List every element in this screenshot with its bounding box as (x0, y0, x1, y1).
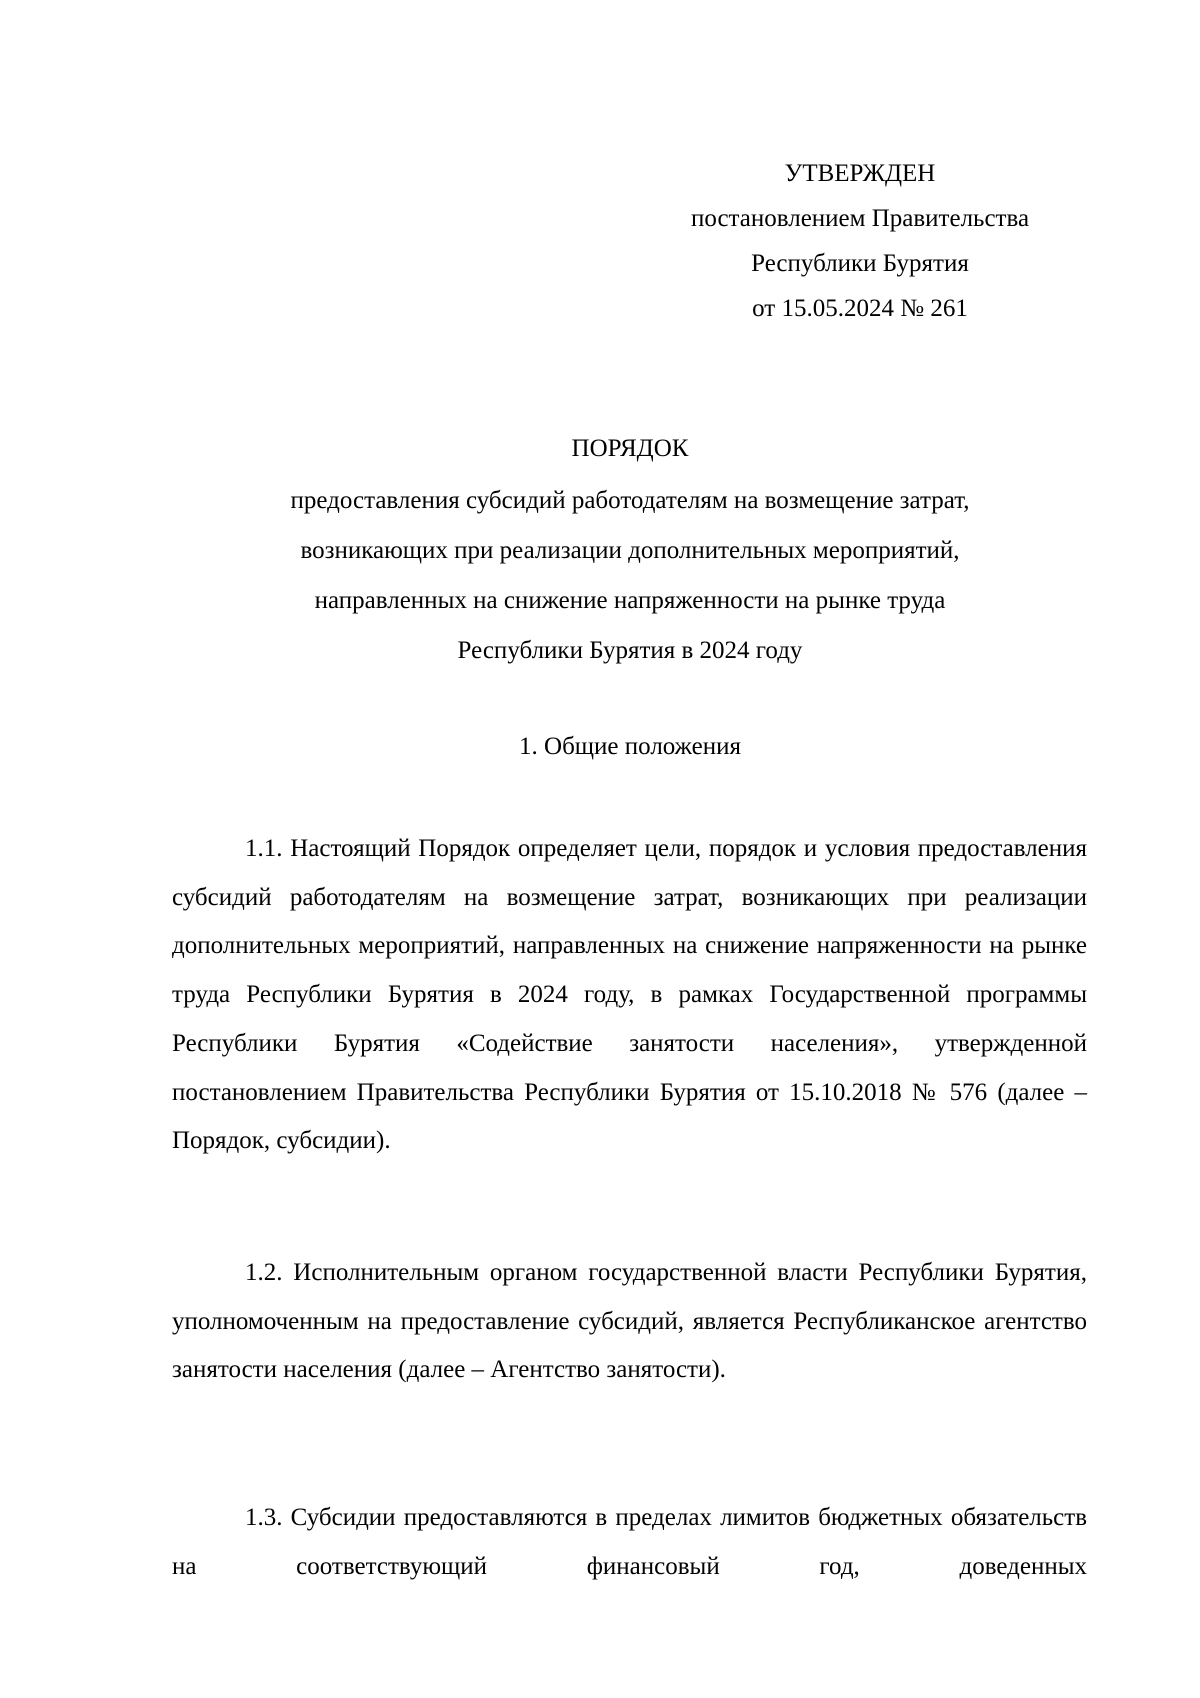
subtitle-line: возникающих при реализации дополнительных мероприятий, (300, 537, 960, 564)
document-subtitle (170, 476, 1090, 676)
subtitle-line: направленных на снижение напряженности на рынке труда (314, 587, 946, 614)
approval-region: Республики Бурятия (751, 250, 969, 277)
subtitle-line: предоставления субсидий работодателям на возмещение затрат, (290, 487, 970, 514)
paragraph-1-1: 1.1. Настоящий Порядок определяет цели, порядок и условия предоставления субсидий работодателям на возмещение затрат, возникающих при реализации дополнительных мероприятий, направленных на снижение напряженности на рынке труда Республики Бурятия в 2024 году, в рамках Государственной программы Республики Бурятия «Содействие занятости населения», утвержденной постановлением Правительства Республики Бурятия от 15.10.2018 № 576 (далее – Порядок, субсидии). (172, 835, 1087, 1155)
section-heading: 1. Общие положения (519, 733, 741, 760)
approval-authority: постановлением Правительства (690, 205, 1030, 232)
document-title: ПОРЯДОК (571, 435, 689, 462)
approval-status: УТВЕРЖДЕН (784, 160, 936, 187)
approval-date-number: от 15.05.2024 № 261 (752, 295, 968, 322)
paragraph-1-3: 1.3. Субсидии предоставляются в пределах лимитов бюджетных обязательств на соответствующий финансовый год, доведенных (172, 1504, 1087, 1580)
paragraph-1-2: 1.2. Исполнительным органом государственной власти Республики Бурятия, уполномоченным на предоставление субсидий, является Республиканское агентство занятости населения (далее – Агентство занятости). (172, 1259, 1087, 1384)
subtitle-line: Республики Бурятия в 2024 году (457, 637, 803, 664)
approval-stamp-block (650, 151, 1070, 331)
